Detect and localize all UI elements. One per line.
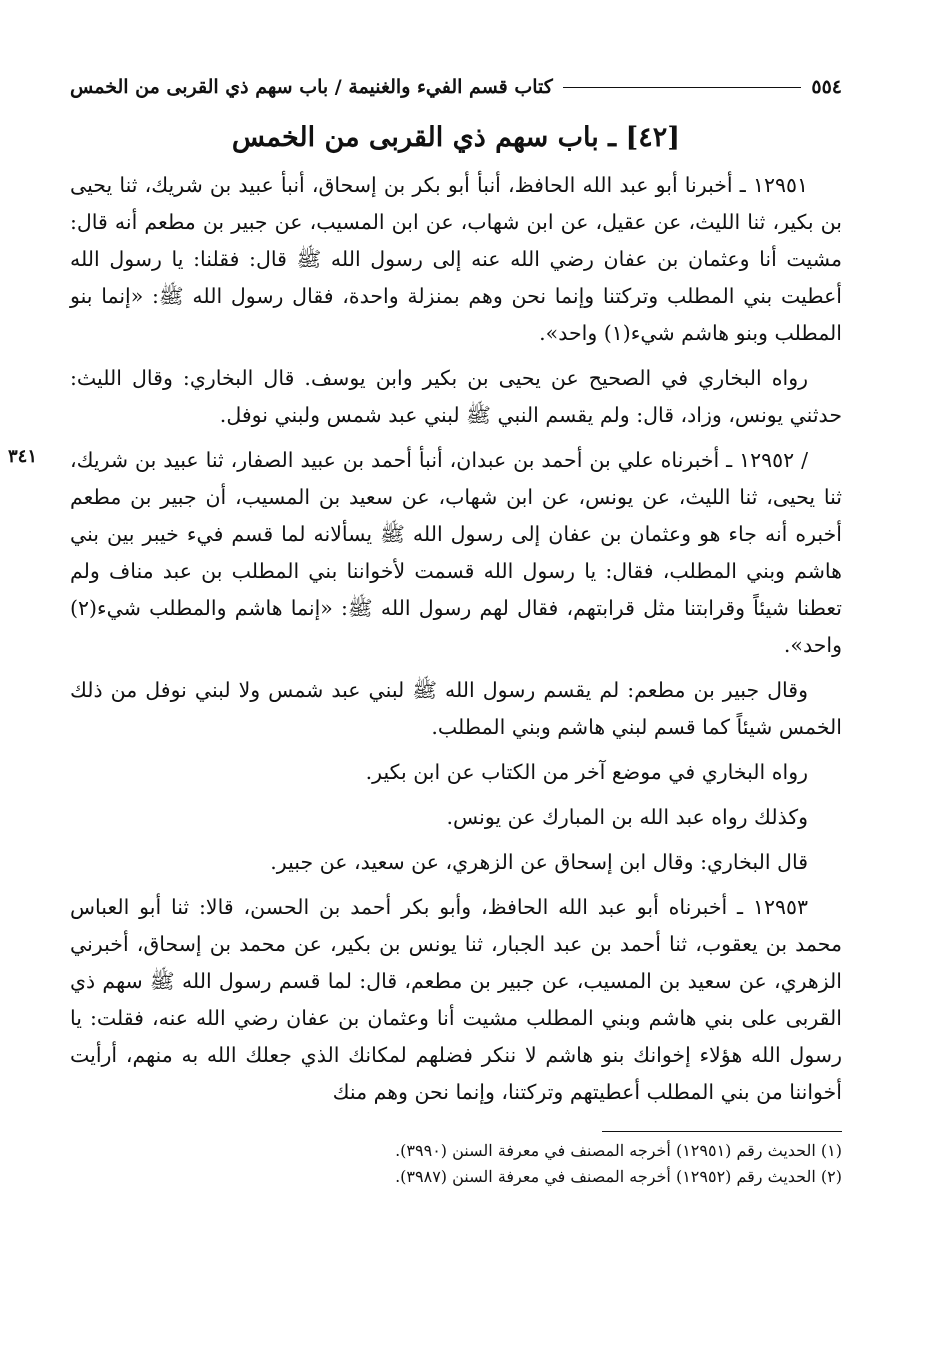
hadith-12953: ١٢٩٥٣ ـ أخبرناه أبو عبد الله الحافظ، وأبو بكر أحمد بن الحسن، قالا: ثنا أبو العباس محمد بن يعقوب، ثنا أحمد بن عبد الجبار، ثنا يونس بن بكير، عن محمد بن إسحاق، أخبرني الزهري، عن سعيد بن المسيب، عن جبير بن مطعم، قال: لما قسم رسول الله ﷺ سهم ذي القربى على بني هاشم وبني المطلب مشيت أنا وعثمان بن عفان رضي الله عنه، فقلت: يا رسول الله هؤلاء إخوانك بنو هاشم لا ننكر فضلهم لمكانك الذي جعلك الله به منهم، أرأيت أخواننا من بني المطلب أعطيتهم وتركتنا، وإنما نحن وهم منك xyxy=(70,895,842,1104)
footnote-1: (١) الحديث رقم (١٢٩٥١) أخرجه المصنف في معرفة السنن (٣٩٩٠). xyxy=(395,1141,842,1160)
hadith-12952: / ١٢٩٥٢ ـ أخبرناه علي بن أحمد بن عبدان، أنبأ أحمد بن عبيد الصفار، ثنا عبيد بن شريك، ثنا يحيى، ثنا الليث، عن يونس، عن ابن شهاب، عن سعيد بن المسيب، أن جبير بن مطعم أخبره أنه جاء هو وعثمان بن عفان إلى رسول الله ﷺ يسألانه لما قسم فيء خيبر بين بني هاشم وبني المطلب، فقال: يا رسول الله قسمت لأخواننا بني المطلب بن عبد مناف ولم تعطنا شيئاً وقرابتنا مثل قرابتهم، فقال لهم رسول الله ﷺ: «إنما هاشم والمطلب شيء(٢) واحد». xyxy=(70,448,842,657)
page-number: ٥٥٤ xyxy=(811,76,842,98)
commentary-bukhari-3: قال البخاري: وقال ابن إسحاق عن الزهري، عن سعيد، عن جبير. xyxy=(270,850,808,874)
commentary-bukhari-2: رواه البخاري في موضع آخر من الكتاب عن ابن بكير. xyxy=(365,760,808,784)
commentary-ibn-mubarak: وكذلك رواه عبد الله بن المبارك عن يونس. xyxy=(446,805,808,829)
commentary-bukhari-1: رواه البخاري في الصحيح عن يحيى بن بكير وابن يوسف. قال البخاري: وقال الليث: حدثني يونس، وزاد، قال: ولم يقسم النبي ﷺ لبني عبد شمس ولبني نوفل. xyxy=(70,366,842,427)
page xyxy=(8,70,842,1190)
commentary-jubayr: وقال جبير بن مطعم: لم يقسم رسول الله ﷺ لبني عبد شمس ولا لبني نوفل من ذلك الخمس شيئاً كما قسم لبني هاشم وبني المطلب. xyxy=(70,678,842,739)
header-rule xyxy=(563,87,802,88)
footnote-2: (٢) الحديث رقم (١٢٩٥٢) أخرجه المصنف في معرفة السنن (٣٩٨٧). xyxy=(395,1167,842,1186)
running-header xyxy=(70,70,842,104)
running-title: كتاب قسم الفيء والغنيمة / باب سهم ذي القربى من الخمس xyxy=(70,76,553,98)
hadith-12951: ١٢٩٥١ ـ أخبرنا أبو عبد الله الحافظ، أنبأ أبو بكر بن إسحاق، أنبأ عبيد بن شريك، ثنا يحيى بن بكير، ثنا الليث، عن عقيل، عن ابن شهاب، عن ابن المسيب، عن جبير بن مطعم أنه قال: مشيت أنا وعثمان بن عفان رضي الله عنه إلى رسول الله ﷺ قال: فقلنا: يا رسول الله أعطيت بني المطلب وتركتنا وإنما نحن وهم بمنزلة واحدة، فقال رسول الله ﷺ: «إنما بنو المطلب وبنو هاشم شيء(١) واحد». xyxy=(70,173,842,345)
chapter-title: [٤٢] ـ باب سهم ذي القربى من الخمس xyxy=(231,122,681,153)
footnote-rule xyxy=(602,1131,842,1132)
margin-page-reference: ٣٤١ xyxy=(8,446,38,467)
hadith-12952-wrapper xyxy=(8,442,842,664)
